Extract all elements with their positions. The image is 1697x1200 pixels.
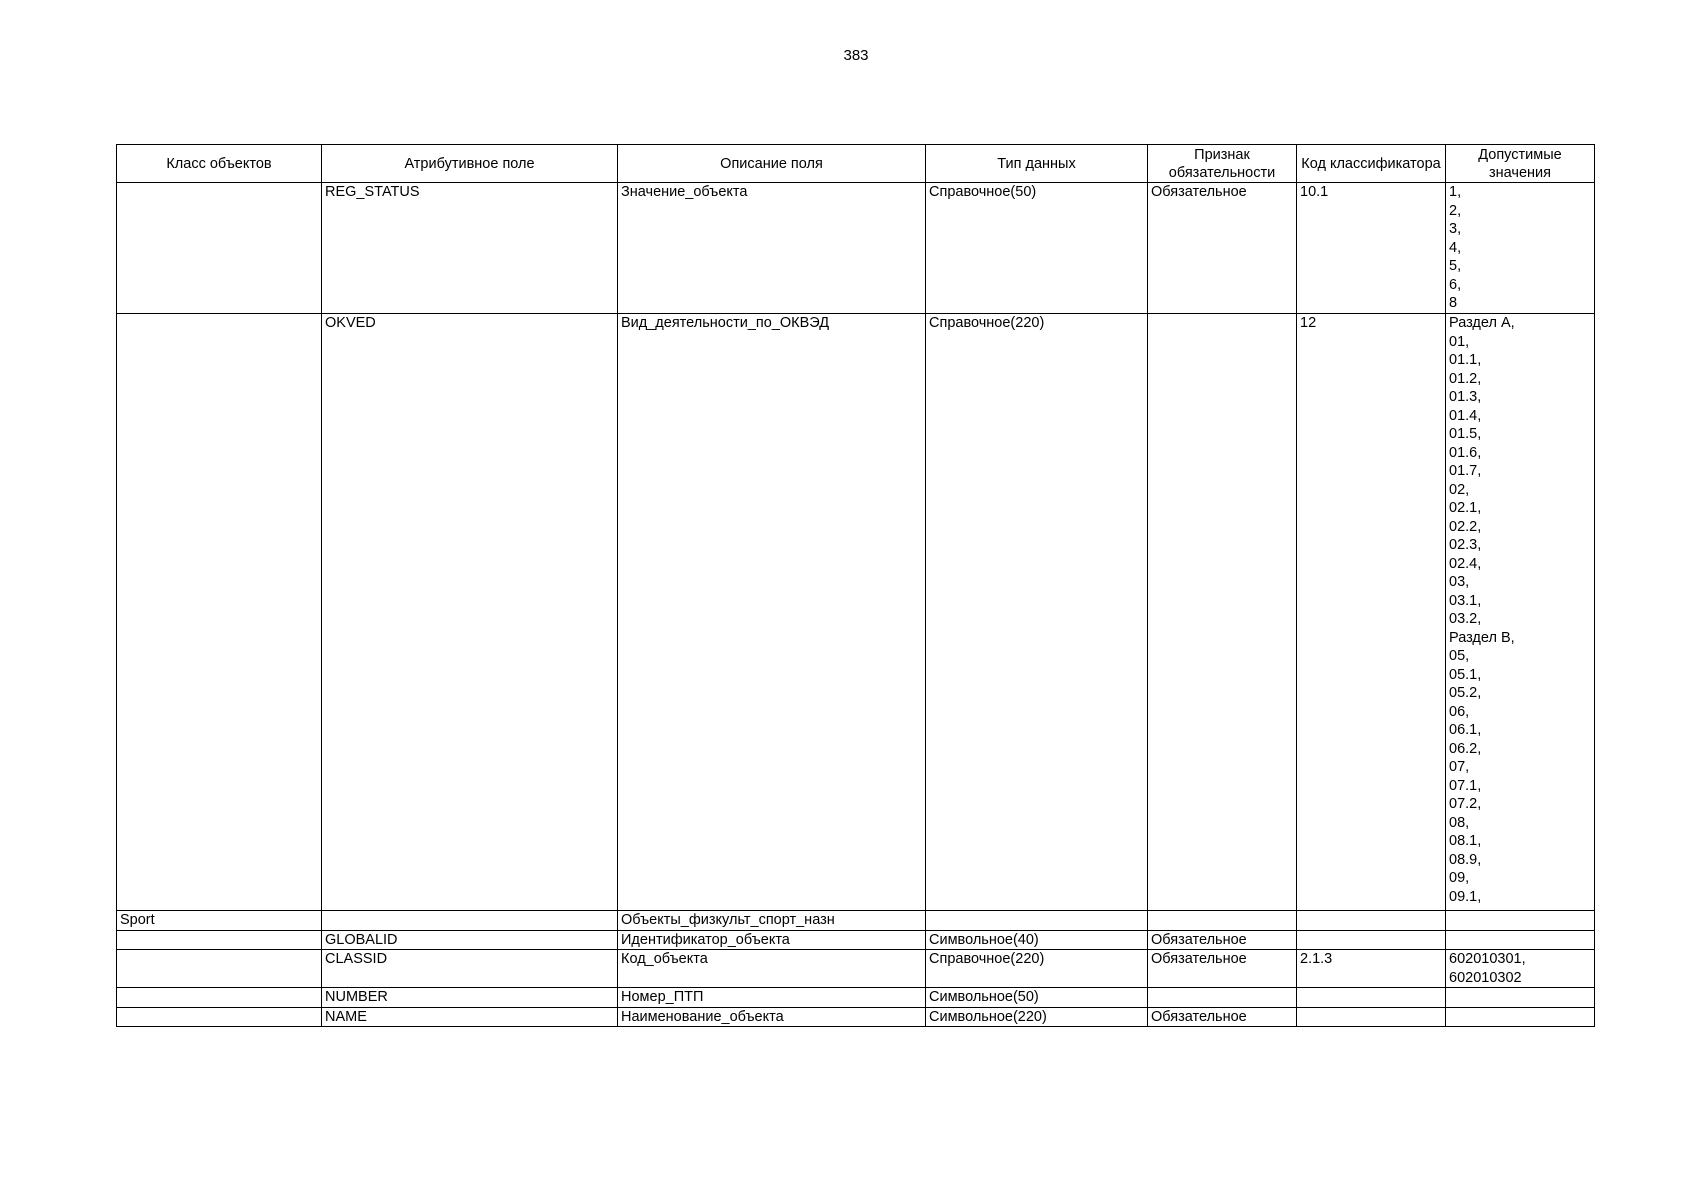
cell-description: Код_объекта [618,950,926,988]
cell-values [1446,988,1595,1008]
cell-required: Обязательное [1148,183,1297,314]
table-row [117,314,1595,911]
cell-class [117,1007,322,1027]
table-row [117,1007,1595,1027]
cell-required [1148,911,1297,931]
cell-required: Обязательное [1148,1007,1297,1027]
cell-required: Обязательное [1148,950,1297,988]
cell-code: 12 [1297,314,1446,911]
header-allowed-values: Допустимые значения [1446,145,1595,183]
cell-type: Справочное(220) [926,950,1148,988]
table-header-row [117,145,1595,183]
cell-type: Справочное(50) [926,183,1148,314]
cell-type [926,911,1148,931]
header-field-description: Описание поля [618,145,926,183]
table-row [117,930,1595,950]
cell-code: 10.1 [1297,183,1446,314]
cell-description: Объекты_физкульт_спорт_назн [618,911,926,931]
page-number: 383 [843,47,869,64]
table-row [117,911,1595,931]
cell-class: Sport [117,911,322,931]
cell-values [1446,911,1595,931]
header-object-class: Класс объектов [117,145,322,183]
attribute-table [116,144,1595,1027]
table-row [117,950,1595,988]
cell-values: 602010301, 602010302 [1446,950,1595,988]
cell-type: Символьное(40) [926,930,1148,950]
cell-description: Наименование_объекта [618,1007,926,1027]
cell-description: Идентификатор_объекта [618,930,926,950]
cell-description: Вид_деятельности_по_ОКВЭД [618,314,926,911]
header-required-flag: Признак обязательности [1148,145,1297,183]
cell-code [1297,1007,1446,1027]
cell-class [117,183,322,314]
cell-field: NAME [322,1007,618,1027]
cell-type: Символьное(220) [926,1007,1148,1027]
cell-field: OKVED [322,314,618,911]
cell-description: Значение_объекта [618,183,926,314]
cell-field: REG_STATUS [322,183,618,314]
cell-code [1297,911,1446,931]
cell-type: Справочное(220) [926,314,1148,911]
table-row [117,183,1595,314]
cell-required [1148,988,1297,1008]
cell-field: GLOBALID [322,930,618,950]
cell-required [1148,314,1297,911]
cell-class [117,950,322,988]
table-row [117,988,1595,1008]
cell-values: 1, 2, 3, 4, 5, 6, 8 [1446,183,1595,314]
cell-required: Обязательное [1148,930,1297,950]
cell-class [117,930,322,950]
cell-values: Раздел А, 01, 01.1, 01.2, 01.3, 01.4, 01.5, 01.6, 01.7, 02, 02.1, 02.2, 02.3, 02.4, 03, 03.1, 03.2, Раздел В, 05, 05.1, 05.2, 06, 06.1, 06.2, 07, 07.1, 07.2, 08, 08.1, 08.9, 09, 09.1, [1446,314,1595,911]
cell-class [117,988,322,1008]
cell-values [1446,1007,1595,1027]
header-attribute-field: Атрибутивное поле [322,145,618,183]
cell-code [1297,930,1446,950]
cell-field [322,911,618,931]
header-data-type: Тип данных [926,145,1148,183]
header-classifier-code: Код классификатора [1297,145,1446,183]
cell-field: CLASSID [322,950,618,988]
cell-code: 2.1.3 [1297,950,1446,988]
cell-class [117,314,322,911]
cell-field: NUMBER [322,988,618,1008]
cell-code [1297,988,1446,1008]
cell-description: Номер_ПТП [618,988,926,1008]
cell-values [1446,930,1595,950]
cell-type: Символьное(50) [926,988,1148,1008]
